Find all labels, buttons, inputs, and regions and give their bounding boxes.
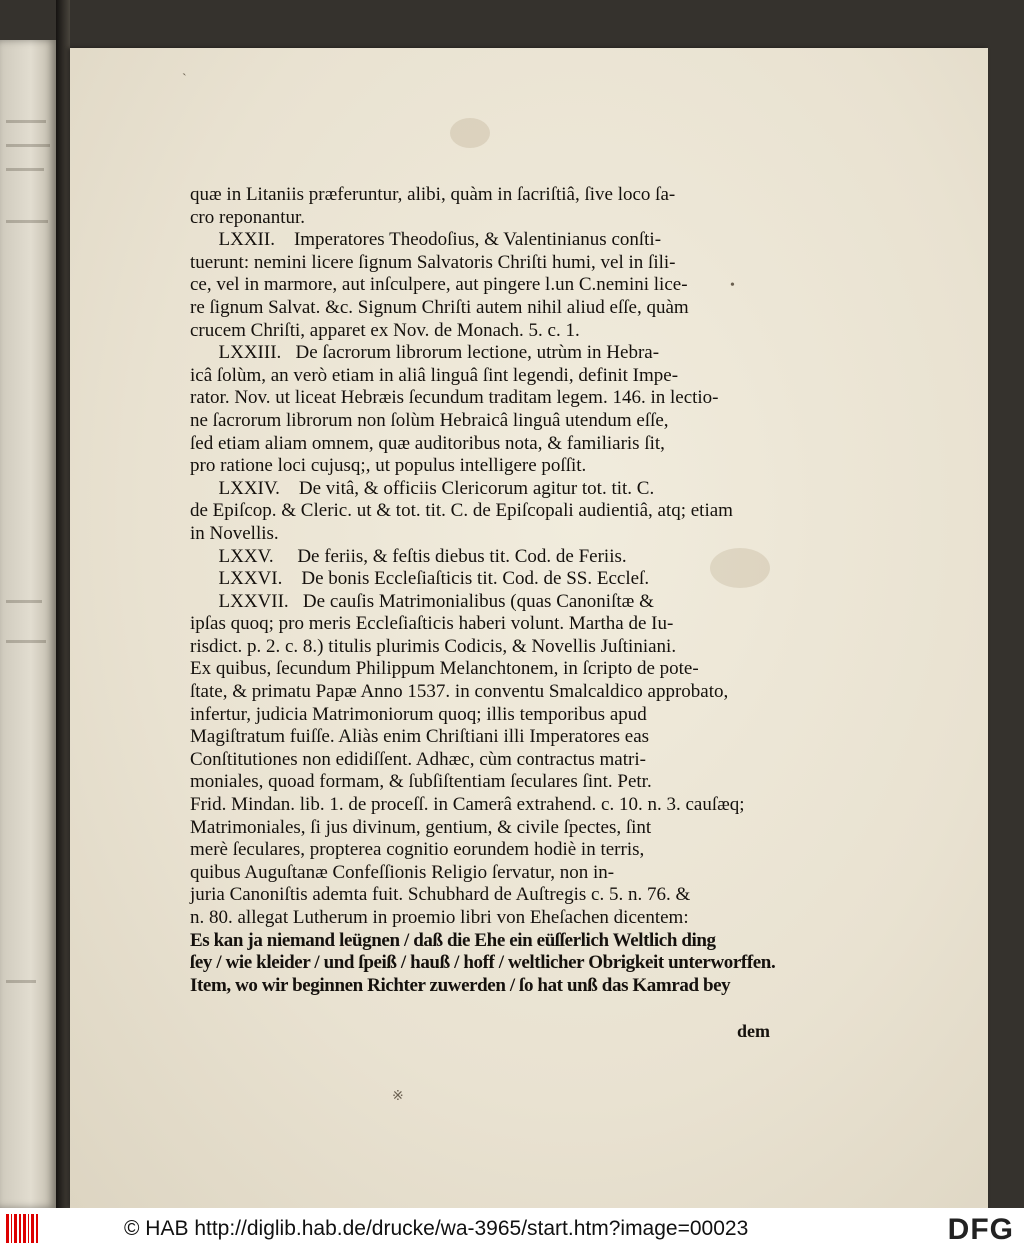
text-line: Magiſtratum fuiſſe. Aliàs enim Chriſtiani illi Imperatores eas [190,726,650,748]
text-line: icâ ſolùm, an verò etiam in aliâ linguâ ſint legendi, definit Impe- [190,364,679,386]
book-gutter [56,0,70,1208]
text-line: LXXVII. De cauſis Matrimonialibus (quas Canoniſtæ & [190,590,654,612]
text-line: ipſas quoq; pro meris Eccleſiaſticis haberi volunt. Martha de Iu- [190,613,674,635]
text-line: LXXII. Imperatores Theodoſius, & Valentinianus conſti- [190,229,662,251]
text-line: tuerunt: nemini licere ſignum Salvatoris Chriſti humi, vel in ſili- [190,251,676,273]
text-line: pro ratione loci cujusq;, ut populus intelligere poſſit. [190,455,587,477]
text-line: quæ in Litaniis præferuntur, alibi, quàm in ſacriſtiâ, ſive loco ſa- [190,184,676,205]
text-line: in Novellis. [190,522,279,544]
text-line: ce, vel in marmore, aut inſculpere, aut pingere l.un C.nemini lice- [190,274,688,296]
text-line: ne ſacrorum librorum non ſolùm Hebraicâ linguâ utendum eſſe, [190,409,669,431]
previous-page-edge [0,40,56,1208]
text-line: LXXVI. De bonis Eccleſiaſticis tit. Cod. de SS. Eccleſ. [190,568,650,590]
page-text [190,184,776,1041]
text-line: crucem Chriſti, apparet ex Nov. de Monach. 5. c. 1. [190,319,580,341]
text-line: ſey / wie kleider / und ſpeiß / hauß / hoff / weltlicher Obrigkeit unterworffen. [190,952,776,974]
text-line: Es kan ja niemand leügnen / daß die Ehe ein eüſſerlich Weltlich ding [190,929,716,951]
text-line: infertur, judicia Matrimoniorum quoq; illis temporibus apud [190,703,647,725]
dfg-logo: DFG [947,1213,1014,1246]
text-line: juria Canoniſtis ademta fuit. Schubhard de Auſtregis c. 5. n. 76. & [190,884,691,906]
text-line: Frid. Mindan. lib. 1. de proceſſ. in Camerâ extrahend. c. 10. n. 3. cauſæq; [190,794,745,816]
text-line: cro reponantur. [190,206,306,228]
text-line: moniales, quoad formam, & ſubſiſtentiam ſeculares ſint. Petr. [190,771,652,793]
document-page: ˋ • ※ quæ in Litaniis præferuntur, alibi, quàm in ſacriſtiâ, ſive loco ſa- cro reponantur. LXXII. Imperatores Theodoſius, & Valentinianus conſti- tuerunt: nemini licere ſignum Salvatoris Chriſti humi, vel in ſili- ce, vel in marmore, aut inſculpere, aut pingere l.un C.nemini lice- re ſignum Salvat. &c. Signum Chriſti autem nihil aliud eſſe, quàm crucem Chriſti, apparet ex Nov. de Monach. 5. c. 1. LXXIII. De ſacrorum librorum lectione, utrùm in Hebra- icâ ſolùm, an verò etiam in aliâ linguâ ſint legendi, definit Impe- rator. Nov. ut liceat Hebræis ſecundum traditam legem. 146. in lectio- ne ſacrorum librorum non ſolùm Hebraicâ linguâ utendum eſſe, ſed etiam aliam omnem, quæ auditoribus nota, & familiaris ſit, pro ratione loci cujusq;, ut populus intelligere poſſit. LXXIV. De vitâ, & officiis Clericorum agitur tot. tit. C. de Epiſcop. & Cleric. ut & tot. tit. C. de Epiſcopali audientiâ, atq; etiam in Novellis. LXXV. De feriis, & feſtis diebus tit. Cod. de Feriis. LXXVI. De bonis Eccleſiaſticis tit. Cod. de SS. Eccleſ. LXXVII. De cauſis Matrimonialibus (quas Canoniſtæ & ipſas quoq; pro meris Eccleſiaſticis haberi volunt. Martha de Iu- risdict. p. 2. c. 8.) titulis plurimis Codicis, & Novellis Juſtiniani. Ex quibus, ſecundum Philippum Melanchtonem, in ſcripto de pote- ſtate, & primatu Papæ Anno 1537. in conventu Smalcaldico approbato, infertur, judicia Matrimoniorum quoq; illis temporibus apud Magiſtratum fuiſſe. Aliàs enim Chriſtiani illi Imperatores eas Conſtitutiones non edidiſſent. Adhæc, cùm contractus matri- moniales, quoad formam, & ſubſiſtentiam ſeculares ſint. Petr. Frid. Mindan. lib. 1. de proceſſ. in Camerâ extrahend. c. 10. n. 3. cauſæq; Matrimoniales, ſi jus divinum, gentium, & civile ſpectes, ſint merè ſeculares, propterea cognitio eorundem hodiè in terris, quibus Auguſtanæ Confeſſionis Religio ſervatur, non in- juria Canoniſtis ademta fuit. Schubhard de Auſtregis c. 5. n. 76. & n. 80. allegat Lutherum in proemio libri von Eheſachen dicentem: Es kan ja niemand leügnen / daß die Ehe ein eüſſerlich Weltlich ding ſey / wie kleider / und ſpeiß / hauß / hoff / weltlicher Obrigkeit unterworffen. Item, wo wir beginnen Richter zuwerden / ſo hat unß das Kamrad bey dem [70,48,988,1208]
text-line: Conſtitutiones non edidiſſent. Adhæc, cùm contractus matri- [190,748,646,770]
text-line: Matrimoniales, ſi jus divinum, gentium, & civile ſpectes, ſint [190,816,652,838]
text-line: LXXV. De feriis, & feſtis diebus tit. Cod. de Feriis. [190,545,627,567]
text-line: rator. Nov. ut liceat Hebræis ſecundum traditam legem. 146. in lectio- [190,387,719,409]
catchword: dem [737,1020,770,1041]
footer-bar [0,1208,1024,1249]
barcode-icon [6,1214,46,1243]
text-line: ſed etiam aliam omnem, quæ auditoribus nota, & familiaris ſit, [190,432,665,454]
text-line: Item, wo wir beginnen Richter zuwerden / ſo hat unß das Kamrad bey [190,974,731,996]
text-line: merè ſeculares, propterea cognitio eorundem hodiè in terris, [190,839,645,861]
text-line: ſtate, & primatu Papæ Anno 1537. in conventu Smalcaldico approbato, [190,681,729,703]
catchword-line [190,997,770,1041]
text-line: LXXIII. De ſacrorum librorum lectione, utrùm in Hebra- [190,342,660,364]
text-line: de Epiſcop. & Cleric. ut & tot. tit. C. de Epiſcopali audientiâ, atq; etiam [190,500,733,522]
text-line: re ſignum Salvat. &c. Signum Chriſti autem nihil aliud eſſe, quàm [190,296,689,318]
text-line: Ex quibus, ſecundum Philippum Melanchtonem, in ſcripto de pote- [190,658,699,680]
text-line: LXXIV. De vitâ, & officiis Clericorum agitur tot. tit. C. [190,477,655,499]
text-line: risdict. p. 2. c. 8.) titulis plurimis Codicis, & Novellis Juſtiniani. [190,635,677,657]
text-line: quibus Auguſtanæ Confeſſionis Religio ſervatur, non in- [190,861,615,883]
text-line: n. 80. allegat Lutherum in proemio libri von Eheſachen dicentem: [190,907,689,928]
copyright-url[interactable]: © HAB http://diglib.hab.de/drucke/wa-3965/start.htm?image=00023 [124,1217,749,1240]
